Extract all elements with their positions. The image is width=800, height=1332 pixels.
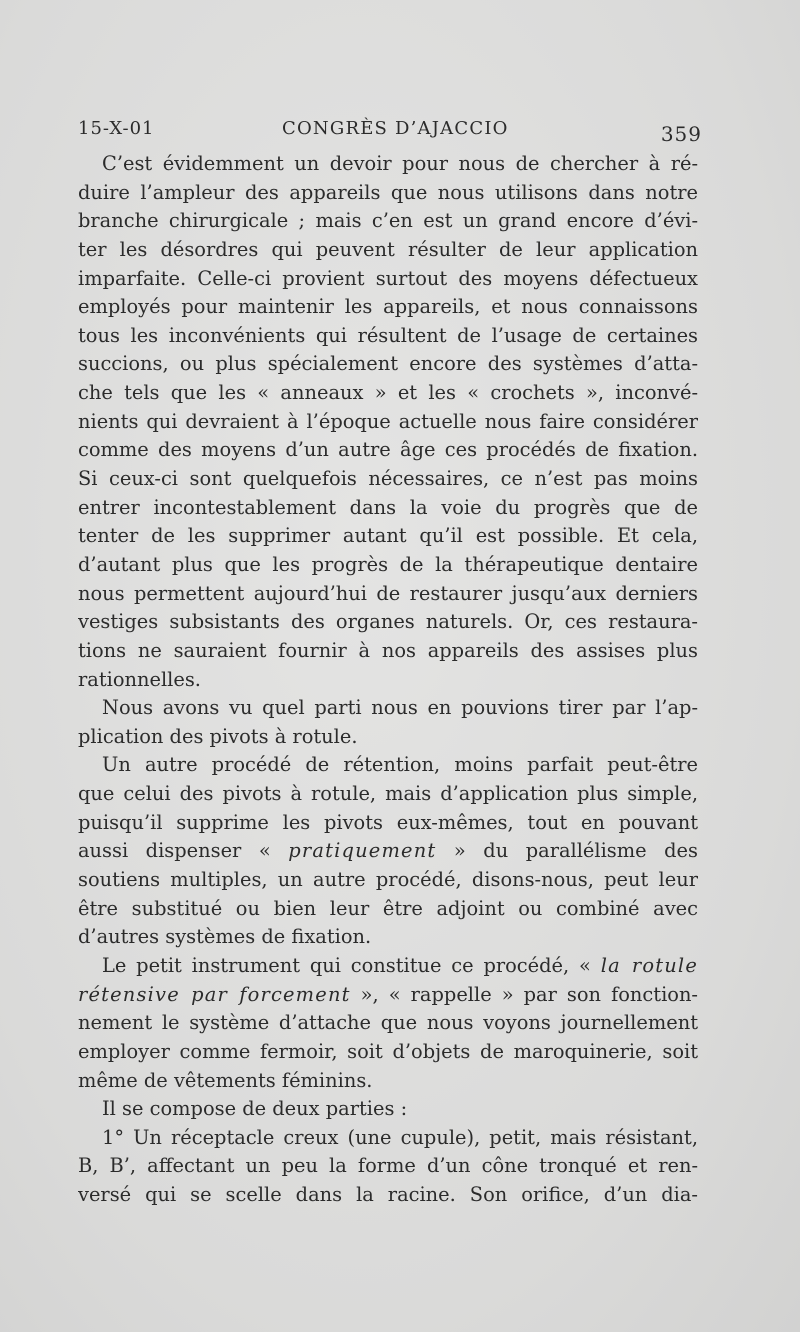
text-line: C’est évidemment un devoir pour nous de chercher à ré- — [102, 152, 698, 175]
text-line: branche chirurgicale ; mais c’en est un grand encore d’évi- — [78, 209, 698, 233]
text-line: B, B’, affectant un peu la forme d’un cône tronqué et ren- — [78, 1154, 698, 1178]
text-line: tions ne sauraient fournir à nos appareils des assises plus — [78, 638, 698, 662]
body-text — [78, 150, 698, 1210]
text-line: rationnelles. — [78, 667, 201, 691]
text-line: plication des pivots à rotule. — [78, 724, 358, 748]
header-date: 15-X-01 — [78, 118, 155, 139]
text-line: employés pour maintenir les appareils, et nous connaissons — [78, 295, 698, 319]
text-line: être substitué ou bien leur être adjoint ou combiné avec — [78, 896, 698, 920]
text-line: que celui des pivots à rotule, mais d’application plus simple, — [78, 782, 698, 806]
text-line: tenter de les supprimer autant qu’il est possible. Et cela, — [78, 524, 698, 548]
text-line: soutiens multiples, un autre procédé, disons-nous, peut leur — [78, 868, 698, 892]
italic-text: la rotule — [600, 953, 698, 977]
text-line: nients qui devraient à l’époque actuelle nous faire considérer — [78, 409, 698, 433]
text-line: che tels que les « anneaux » et les « crochets », inconvé- — [78, 381, 698, 405]
text-line: entrer incontestablement dans la voie du progrès que de — [78, 495, 698, 519]
text-run: aussi dispenser « — [78, 839, 289, 863]
page-number: 359 — [660, 122, 702, 146]
text-line: vestiges subsistants des organes naturels. Or, ces restaura- — [78, 610, 698, 634]
text-line: employer comme fermoir, soit d’objets de maroquinerie, soit — [78, 1039, 698, 1063]
text-run: » du parallélisme des — [436, 839, 698, 863]
text-line: même de vêtements féminins. — [78, 1068, 373, 1092]
text-line: imparfaite. Celle-ci provient surtout des moyens défectueux — [78, 266, 698, 290]
text-line: tous les inconvénients qui résultent de l’usage de certaines — [78, 323, 698, 347]
text-line: succions, ou plus spécialement encore des systèmes d’atta- — [78, 352, 698, 376]
text-line: d’autant plus que les progrès de la thérapeutique dentaire — [78, 552, 698, 576]
italic-text: pratiquement — [288, 839, 437, 863]
text-line: ter les désordres qui peuvent résulter de leur application — [78, 237, 698, 261]
italic-text: rétensive par forcement — [78, 982, 351, 1006]
text-line: Un autre procédé de rétention, moins parfait peut-être — [102, 753, 698, 777]
text-line: Il se compose de deux parties : — [102, 1097, 408, 1121]
text-line: nement le système d’attache que nous voyons journellement — [78, 1011, 698, 1035]
running-head — [78, 114, 710, 148]
header-title: CONGRÈS D’AJACCIO — [282, 118, 509, 139]
text-line: nous permettent aujourd’hui de restaurer jusqu’aux derniers — [78, 581, 698, 605]
text-line: versé qui se scelle dans la racine. Son orifice, d’un dia- — [78, 1183, 698, 1207]
text-line — [78, 981, 698, 1010]
text-line: duire l’ampleur des appareils que nous utilisons dans notre — [78, 180, 698, 204]
text-line: puisqu’il supprime les pivots eux-mêmes, tout en pouvant — [78, 810, 698, 834]
text-line — [78, 837, 698, 866]
text-line — [78, 952, 698, 981]
text-line: 1° Un réceptacle creux (une cupule), petit, mais résistant, — [102, 1125, 698, 1149]
text-line: Nous avons vu quel parti nous en pouvions tirer par l’ap- — [102, 696, 698, 720]
text-run: », « rappelle » par son fonction- — [350, 982, 698, 1006]
text-run: Le petit instrument qui constitue ce procédé, « — [102, 953, 601, 977]
text-line: d’autres systèmes de fixation. — [78, 925, 372, 949]
text-line: Si ceux-ci sont quelquefois nécessaires, ce n’est pas moins — [78, 467, 698, 491]
text-line: comme des moyens d’un autre âge ces procédés de fixation. — [78, 438, 698, 462]
